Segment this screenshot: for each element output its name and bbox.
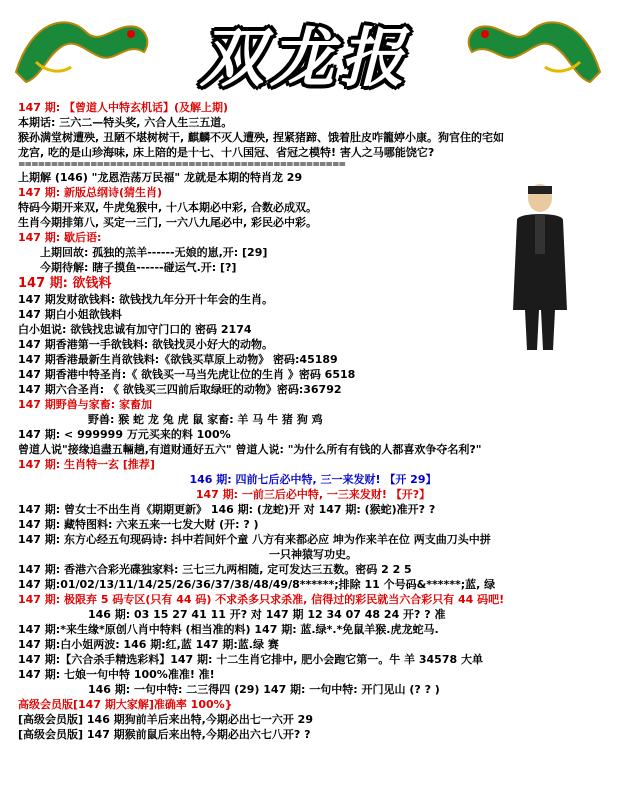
text-line: 147 期: 极限弃 5 码专区(只有 44 码) 不求杀多只求杀准, 信得过的彩民就当六合彩只有 44 码吧! xyxy=(18,593,505,606)
text-line: 147 期香港中特圣肖:《 欲钱买一马当先虎让位的生肖 》密码 6518 xyxy=(18,368,356,381)
text-line: 147 期野兽与家畜: 家畜加 xyxy=(18,398,153,411)
text-line: 147 期:01/02/13/11/14/25/26/36/37/38/48/49/8******;排除 11 个号码&******;蓝, 绿 xyxy=(18,578,496,591)
text-line: 曾道人说"接缘追盡五輛趟,有道财通好五六" 曾道人说: "为什么所有有钱的人都喜欢争夺名利?" xyxy=(18,443,482,456)
text-line: 野兽: 猴 蛇 龙 兔 虎 鼠 家畜: 羊 马 牛 猪 狗 鸡 xyxy=(88,413,323,426)
text-line: 147 期香港最新生肖欲钱料:《欲钱买草原上动物》 密码:45189 xyxy=(18,353,338,366)
text-line: [高级会员版] 147 期猴前鼠后来出特,今期必出六七八开? ? xyxy=(18,728,311,741)
text-line: 生肖今期排第八, 买定一三门, 一六八九尾必中, 彩民必中彩。 xyxy=(18,216,318,229)
page-title: 双龙报 xyxy=(200,21,410,96)
article-body xyxy=(18,100,608,742)
text-line: 147 期香港第一手欲钱料: 欲钱找灵小好大的动物。 xyxy=(18,338,274,351)
text-line: 147 期发财欲钱料: 欲钱找九年分开十年会的生肖。 xyxy=(18,293,274,306)
text-line: 147 期: 曾女士不出生肖《期期更新》 146 期: (龙蛇)开 对 147 期: (猴蛇)准开? ? xyxy=(18,503,436,516)
text-line: 147 期六合圣肖: 《 欲钱买三四前后取绿旺的动物》密码:36792 xyxy=(18,383,342,396)
text-line: 147 期: 【曾道人中特玄机话】(及解上期) xyxy=(18,101,229,114)
separator-line: ================================================== xyxy=(18,160,346,170)
text-line: 上期解 (146) "龙恩浩荡万民福" 龙就是本期的特肖龙 29 xyxy=(18,171,303,184)
text-line: 一只神猿写功史。 xyxy=(269,548,357,561)
text-line: [高级会员版] 146 期狗前羊后来出特,今期必出七一六开 29 xyxy=(18,713,313,726)
text-line: 147 期: 藏特图料: 六来五来一七发大财 (开: ? ) xyxy=(18,518,259,531)
text-line: 147 期白小姐欲钱料 xyxy=(18,308,122,321)
text-line: 147 期: 七娘一句中特 100%准准! 准! xyxy=(18,668,215,681)
text-line: 147 期: 一前三后必中特, 一三来发财! 【开?】 xyxy=(195,488,431,501)
text-line: 146 期: 03 15 27 41 11 开? 对 147 期 12 34 07 48 24 开? ? 准 xyxy=(88,608,446,621)
text-line: 上期回故: 孤独的羔羊------无娘的崽,开: [29] xyxy=(40,246,268,259)
text-line: 147 期: 欲钱料 xyxy=(18,276,112,291)
text-line: 今期待解: 瞎子摸鱼------碰运气.开: [?] xyxy=(40,261,237,274)
right-dragon-icon xyxy=(460,2,610,98)
text-line: 白小姐说: 欲钱找忠诚有加守门口的 密码 2174 xyxy=(18,323,252,336)
text-line: 特码今期开来双, 牛虎兔猴中, 十八本期必中彩, 合数必成双。 xyxy=(18,201,318,214)
left-dragon-icon xyxy=(6,2,156,98)
text-line: 147 期: < 999999 万元买来的料 100% xyxy=(18,428,231,441)
text-line: 147 期:*来生缘*原创八肖中特料 (相当准的料) 147 期: 蓝.绿*.*免鼠羊猴.虎龙蛇马. xyxy=(18,623,439,636)
text-line: 147 期: 新版总纲诗(猜生肖) xyxy=(18,186,163,199)
text-line: 147 期:白小姐两波: 146 期:红,蓝 147 期:蓝.绿 赛 xyxy=(18,638,279,651)
text-line: 本期话: 三六二—特头奖, 六合人生三五道。 xyxy=(18,116,233,129)
text-line: 146 期: 一句中特: 二三得四 (29) 147 期: 一句中特: 开门见山 (? ? ) xyxy=(88,683,440,696)
text-line: 猴孙满堂树遭殃, 丑陋不堪树树干, 麒麟不灭人遭殃, 捏紧猪蹄、饿着肚皮咋籠婷小康。狗官住的宅如 xyxy=(18,131,505,144)
text-line: 147 期: 东方心经五句现码诗: 抖中若间奸个童 八方有来都必应 坤为作来羊在位 两支曲刀头中拼 xyxy=(18,533,491,546)
text-line: 147 期: 歇后语: xyxy=(18,231,102,244)
text-line: 147 期: 生肖特一玄 [推荐] xyxy=(18,458,155,471)
text-line: 146 期: 四前七后必中特, 三一来发财! 【开 29】 xyxy=(189,473,437,486)
header-banner xyxy=(0,0,617,100)
text-line: 高级会员版[147 期大家解]准确率 100%} xyxy=(18,698,233,711)
text-line: 147 期:【六合杀手精选彩料】147 期: 十二生肖它排中, 肥小会跑它第一。牛 羊 34578 大单 xyxy=(18,653,483,666)
text-line: 龙宫, 吃的是山珍海味, 床上陪的是十七、十八国冠、省冠之模特! 害人之马哪能饶它? xyxy=(18,146,435,159)
text-line: 147 期: 香港六合彩光碟独家料: 三七三九两相随, 定可发达三五数。密码 2 2 5 xyxy=(18,563,412,576)
